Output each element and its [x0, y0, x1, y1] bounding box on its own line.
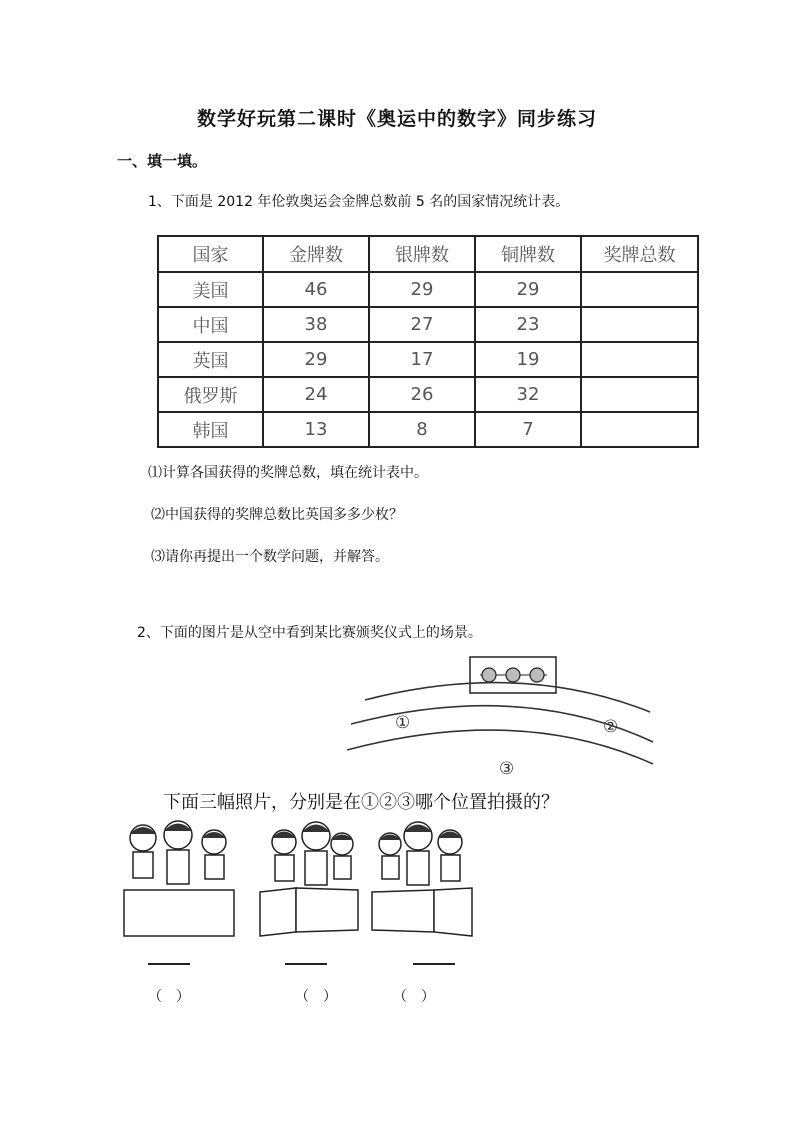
table-row — [158, 307, 698, 342]
table-row — [158, 342, 698, 377]
sub-question-3: ⑶请你再提出一个数学问题，并解答。 — [151, 549, 389, 565]
answer-blank-3[interactable] — [413, 963, 455, 965]
table-header: 国家 — [158, 236, 263, 272]
table-cell: 17 — [369, 342, 475, 377]
section-heading: 一、填一填。 — [117, 152, 208, 170]
photo-1-illustration — [118, 818, 240, 940]
athlete-head-icon — [530, 668, 544, 682]
question-2-prompt: 下面三幅照片，分别是在①②③哪个位置拍摄的？ — [163, 792, 559, 813]
aerial-view-illustration — [345, 652, 655, 782]
table-cell: 38 — [263, 307, 369, 342]
stand-arc — [365, 683, 650, 712]
answer-paren-1[interactable]: （ ） — [148, 989, 190, 1005]
photo-3-illustration — [370, 818, 476, 940]
table-cell: 7 — [475, 412, 581, 447]
table-cell: 27 — [369, 307, 475, 342]
table-cell: 29 — [263, 342, 369, 377]
table-header: 金牌数 — [263, 236, 369, 272]
table-cell: 韩国 — [158, 412, 263, 447]
question-2-text: 2、下面的图片是从空中看到某比赛颁奖仪式上的场景。 — [137, 625, 482, 641]
athlete-icon — [404, 822, 432, 885]
question-1-text: 1、下面是 2012 年伦敦奥运会金牌总数前 5 名的国家情况统计表。 — [148, 194, 570, 210]
table-cell: 美国 — [158, 272, 263, 307]
table-row — [158, 272, 698, 307]
table-row — [158, 377, 698, 412]
table-cell: 19 — [475, 342, 581, 377]
table-cell: 26 — [369, 377, 475, 412]
athlete-icon — [331, 833, 353, 879]
medal-table — [157, 235, 699, 448]
answer-paren-2[interactable]: （ ） — [295, 989, 337, 1005]
table-cell: 英国 — [158, 342, 263, 377]
page-title: 数学好玩第二课时《奥运中的数字》同步练习 — [196, 108, 597, 130]
table-row — [158, 412, 698, 447]
athlete-icon — [302, 822, 330, 885]
position-label-2: ② — [603, 717, 619, 737]
table-cell: 8 — [369, 412, 475, 447]
table-cell: 46 — [263, 272, 369, 307]
answer-blank-1[interactable] — [148, 963, 190, 965]
podium-icon — [124, 890, 234, 936]
table-cell: 29 — [475, 272, 581, 307]
athlete-icon — [272, 830, 296, 881]
athlete-icon — [202, 830, 226, 879]
athlete-icon — [379, 833, 401, 879]
answer-cell[interactable] — [581, 377, 698, 412]
answer-paren-3[interactable]: （ ） — [393, 989, 435, 1005]
table-cell: 29 — [369, 272, 475, 307]
sub-question-2: ⑵中国获得的奖牌总数比英国多多少枚？ — [151, 507, 403, 523]
position-label-1: ① — [395, 713, 411, 733]
podium-icon — [260, 888, 296, 936]
table-header-row — [158, 236, 698, 272]
table-header: 铜牌数 — [475, 236, 581, 272]
table-header: 银牌数 — [369, 236, 475, 272]
answer-cell[interactable] — [581, 307, 698, 342]
athlete-icon — [130, 825, 156, 878]
answer-cell[interactable] — [581, 272, 698, 307]
position-label-3: ③ — [499, 759, 515, 779]
table-cell: 23 — [475, 307, 581, 342]
sub-question-1: ⑴计算各国获得的奖牌总数，填在统计表中。 — [148, 465, 428, 481]
podium-icon — [372, 890, 434, 932]
table-cell: 32 — [475, 377, 581, 412]
table-cell: 24 — [263, 377, 369, 412]
photo-2-illustration — [258, 818, 362, 940]
answer-cell[interactable] — [581, 412, 698, 447]
athlete-icon — [164, 821, 192, 884]
athlete-head-icon — [482, 668, 496, 682]
table-header: 奖牌总数 — [581, 236, 698, 272]
athlete-head-icon — [506, 668, 520, 682]
table-cell: 俄罗斯 — [158, 377, 263, 412]
athlete-icon — [438, 830, 462, 881]
table-cell: 13 — [263, 412, 369, 447]
table-cell: 中国 — [158, 307, 263, 342]
answer-blank-2[interactable] — [285, 963, 327, 965]
answer-cell[interactable] — [581, 342, 698, 377]
